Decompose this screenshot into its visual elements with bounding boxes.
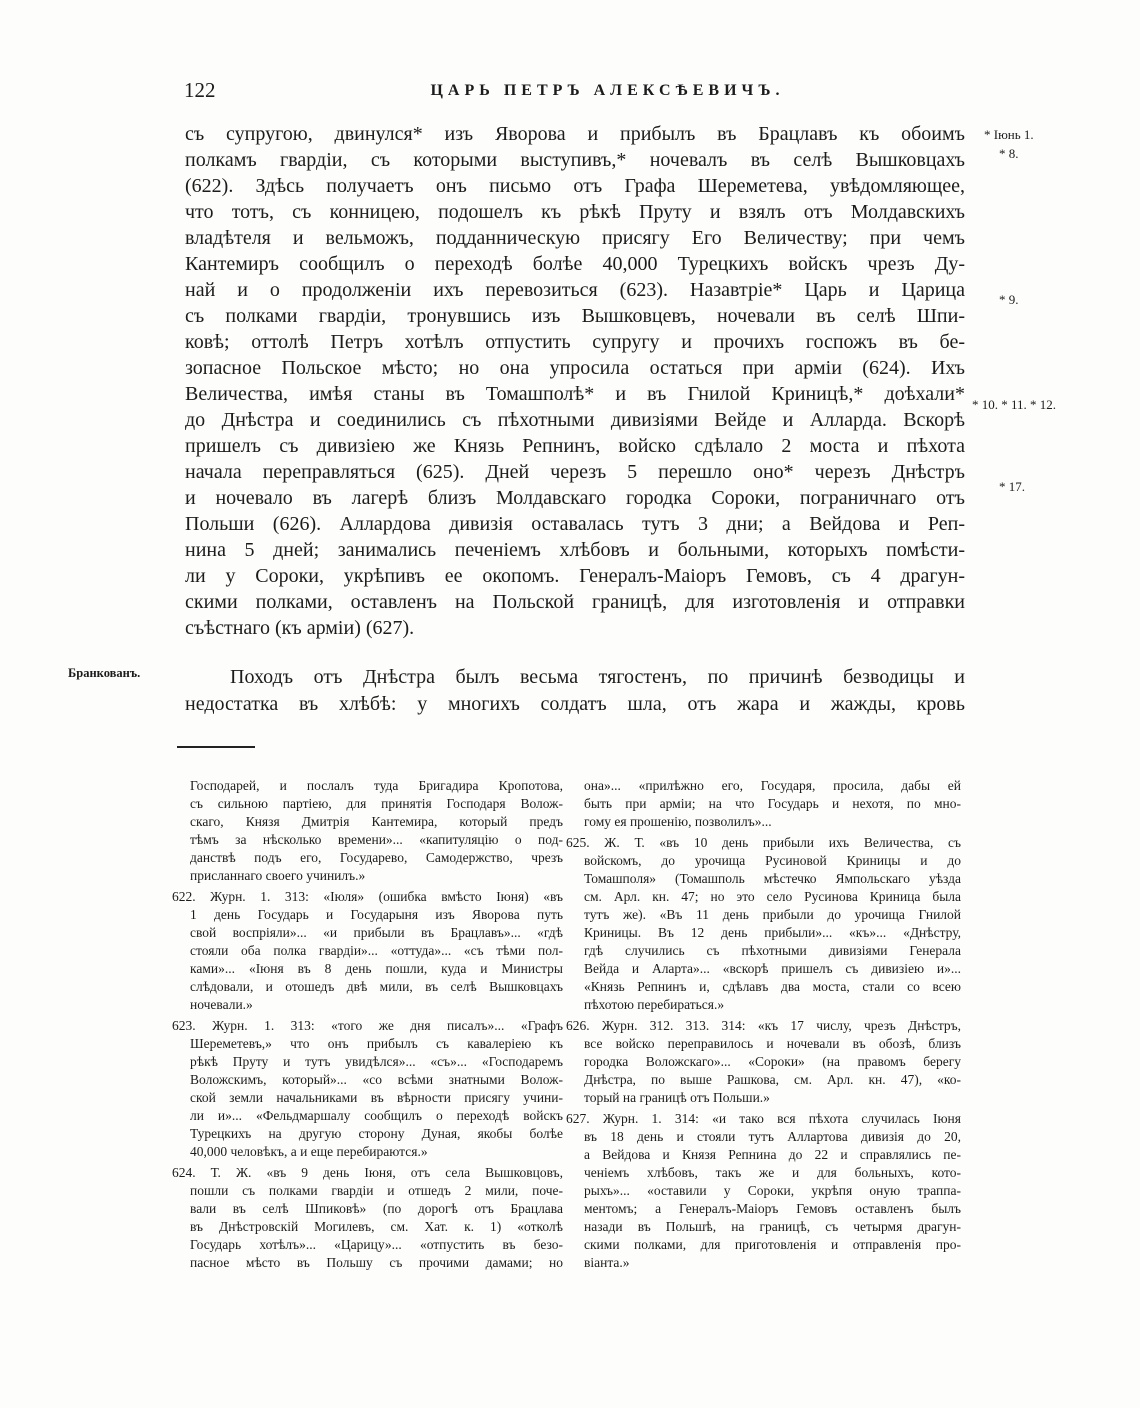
footnote-line: Вейда и Аларта»... «вскорѣ пришелъ съ дивизіею и»... bbox=[584, 961, 961, 976]
footnote-line: Господарей, и послалъ туда Бригадира Кропотова, bbox=[190, 778, 563, 793]
footnote-line: 626. Журн. 312. 313. 314: «къ 17 числу, чрезъ Днѣстръ, bbox=[566, 1018, 961, 1033]
footnote-line: ской земли начальниками въ вѣрности присягу учини- bbox=[190, 1090, 563, 1105]
text-line: пришелъ съ дивизіею же Князь Репнинъ, войско сдѣлало 2 моста и пѣхота bbox=[185, 435, 965, 457]
footnote-line: Криницы. Въ 12 день прибыли»... «къ»... «Днѣстру, bbox=[584, 925, 961, 940]
footnote-line: 623. Журн. 1. 313: «того же дня писалъ»... «Графъ bbox=[172, 1018, 563, 1033]
text-line: Польши (626). Аллардова дивизія оставалась тутъ 3 дни; а Вейдова и Реп- bbox=[185, 513, 965, 535]
footnote bbox=[172, 888, 563, 1014]
footnote-line: 40,000 человѣкъ, а и еще перебираются.» bbox=[190, 1144, 428, 1159]
footnote-line: быть при арміи; на что Государь и нехотя, по мно- bbox=[584, 796, 961, 811]
footnote-line: данствѣ подъ его, Государево, Самодержство, чрезъ bbox=[190, 850, 563, 865]
footnote-line: Государь хотѣлъ»... «Царицу»... «отпустить въ безо- bbox=[190, 1237, 563, 1252]
footnote bbox=[566, 777, 961, 831]
footnote-line: съ сильною партіею, для принятія Господаря Волож- bbox=[190, 796, 563, 811]
text-line: недостатка въ хлѣбѣ: у многихъ солдатъ шла, отъ жара и жажды, кровь bbox=[185, 693, 965, 715]
footnote-line: тутъ же). «Въ 11 день прибыли до урочища Гнилой bbox=[584, 907, 961, 922]
footnote-column-right bbox=[566, 777, 961, 1275]
text-line: что тотъ, съ конницею, подошелъ къ рѣкѣ Пруту и взялъ отъ Молдавскихъ bbox=[185, 201, 965, 223]
text-line: Походъ отъ Днѣстра былъ весьма тягостенъ, по причинѣ безводицы и bbox=[230, 666, 965, 688]
text-line: полкамъ гвардіи, съ которыми выступивъ,* ночевалъ въ селѣ Вышковцахъ bbox=[185, 149, 965, 171]
footnote-line: присланнаго своего учинилъ.» bbox=[190, 868, 366, 883]
footnote-line: 624. Т. Ж. «въ 9 день Іюня, отъ села Вышковцовъ, bbox=[172, 1165, 563, 1180]
footnote-line: въ 18 день и стояли тутъ Аллартова дивизія до 20, bbox=[584, 1129, 961, 1144]
footnote-line: пошли съ полками гвардіи и отшедъ 2 мили, поче- bbox=[190, 1183, 563, 1198]
text-line: съѣстнаго (къ арміи) (627). bbox=[185, 617, 415, 639]
footnote-line: 1 день Государь и Государыня изъ Яворова путь bbox=[190, 907, 563, 922]
text-line: скими полками, оставленъ на Польской границѣ, для изготовленія и отправки bbox=[185, 591, 965, 613]
text-line: ковѣ; оттолѣ Петръ хотѣлъ отпустить супругу и прочихъ госпожъ въ бе- bbox=[185, 331, 965, 353]
footnote-line: 622. Журн. 1. 313: «Іюля» (ошибка вмѣсто Іюня) «въ bbox=[172, 889, 563, 904]
footnote-line: Шереметевъ,» что онъ прибылъ съ кавалеріею къ bbox=[190, 1036, 563, 1051]
text-line: владѣтеля и вельможъ, подданническую присягу Его Величеству; при чемъ bbox=[185, 227, 965, 249]
page-number: 122 bbox=[184, 78, 216, 102]
margin-date-note: * 10. * 11. * 12. bbox=[972, 397, 1057, 412]
margin-date-note: * 9. bbox=[999, 292, 1019, 307]
text-line: най и о продолженіи ихъ перевозиться (623). Назавтріе* Царь и Царица bbox=[185, 279, 965, 301]
text-line: и ночевало въ лагерѣ близъ Молдавскаго городка Сороки, пограничнаго отъ bbox=[185, 487, 965, 509]
footnote-line: войскомъ, до урочища Русиновой Криницы и до bbox=[584, 853, 961, 868]
footnote-line: рыхъ»... «оставили у Сороки, укрѣпя оную траппа- bbox=[584, 1183, 961, 1198]
footnote-line: гдѣ случились съ пѣхотными дивизіями Генерала bbox=[584, 943, 961, 958]
footnote-line: рѣкѣ Пруту и тутъ увидѣлся»... «съ»... «Господаремъ bbox=[190, 1054, 563, 1069]
running-title: ЦАРЬ ПЕТРЪ АЛЕКСѢЕВИЧЪ. bbox=[430, 82, 785, 99]
footnote-line: пасное мѣсто въ Польшу съ прочими дамами; но bbox=[190, 1255, 563, 1270]
footnote-column-left bbox=[172, 777, 563, 1275]
footnote-separator bbox=[177, 746, 255, 748]
footnote-line: она»... «прилѣжно его, Государя, просила, дабы ей bbox=[584, 778, 961, 793]
text-line: (622). Здѣсь получаетъ онъ письмо отъ Графа Шереметева, увѣдомляющее, bbox=[185, 175, 965, 197]
text-line: ли у Сороки, укрѣпивъ ее окопомъ. Генералъ-Маіоръ Гемовъ, съ 4 драгун- bbox=[185, 565, 965, 587]
footnote-line: 625. Ж. Т. «въ 10 день прибыли ихъ Величества, съ bbox=[566, 835, 961, 850]
paragraph bbox=[185, 121, 965, 641]
footnote-line: Воложскимъ, который»... «со всѣми знатными Волож- bbox=[190, 1072, 563, 1087]
footnote bbox=[172, 1017, 563, 1161]
footnote-line: въ Днѣстровскій Могилевъ, см. Хат. к. 1) «отколѣ bbox=[190, 1219, 563, 1234]
footnote bbox=[172, 777, 563, 885]
margin-date-note: * 17. bbox=[999, 479, 1025, 494]
footnote-line: «Князь Репнинъ и, сдѣлавъ два моста, стали со всею bbox=[584, 979, 961, 994]
footnote-line: гому ея прошенію, позволилъ»... bbox=[584, 814, 772, 829]
margin-side-heading: Бранкованъ. bbox=[68, 666, 141, 680]
footnote-line: Томашполя» (Томашполь мѣстечко Ямпольскаго уѣзда bbox=[584, 871, 961, 886]
footnote-line: свой воспріяли»... «и прибыли въ Брацлавъ»... «гдѣ bbox=[190, 925, 563, 940]
footnote-line: все войско переправилось и ночевали въ обозѣ, близъ bbox=[584, 1036, 961, 1051]
footnote-line: ками»... «Іюня въ 8 день пошли, куда и Министры bbox=[190, 961, 563, 976]
text-line: зопасное Польское мѣсто; но она упросила остаться при арміи (624). Ихъ bbox=[185, 357, 965, 379]
footnote-line: 627. Журн. 1. 314: «и тако вся пѣхота случилась Іюня bbox=[566, 1111, 961, 1126]
footnote-line: ментомъ; а Генералъ-Маіоръ Гемовъ оставленъ былъ bbox=[584, 1201, 961, 1216]
footnote-line: Днѣстра, по выше Рашкова, см. Арл. кн. 47), «ко- bbox=[584, 1072, 961, 1087]
text-line: нина 5 дней; занимались печеніемъ хлѣбовъ и больными, которыхъ помѣсти- bbox=[185, 539, 965, 561]
footnote-line: скими полками, для приготовленія и отправленія про- bbox=[584, 1237, 961, 1252]
text-line: начала переправляться (625). Дней черезъ 5 перешло оно* черезъ Днѣстръ bbox=[185, 461, 965, 483]
footnote-line: скаго, Князя Дмитрія Кантемира, который предъ bbox=[190, 814, 563, 829]
footnote bbox=[566, 834, 961, 1014]
footnote bbox=[566, 1017, 961, 1107]
footnote bbox=[172, 1164, 563, 1272]
text-line: съ полками гвардіи, тронувшись изъ Вышковцевъ, ночевали въ селѣ Шпи- bbox=[185, 305, 965, 327]
text-line: до Днѣстра и соединились съ пѣхотными дивизіями Вейде и Алларда. Вскорѣ bbox=[185, 409, 965, 431]
footnote-line: віанта.» bbox=[584, 1255, 630, 1270]
footnote-line: см. Арл. кн. 47; но это село Русинова Криница была bbox=[584, 889, 961, 904]
margin-date-note: * Іюнь 1. bbox=[984, 127, 1034, 142]
footnote-line: Турецкихъ на другую сторону Дуная, якобы болѣе bbox=[190, 1126, 563, 1141]
body-text bbox=[185, 121, 965, 718]
footnote-line: тѣмъ за нѣсколько времени»... «капитуляцію о под- bbox=[190, 832, 563, 847]
footnote-line: пѣхотою перебираться.» bbox=[584, 997, 725, 1012]
text-line: Величества, имѣя станы въ Томашполѣ* и въ Гнилой Криницѣ,* доѣхали* bbox=[185, 383, 965, 405]
paragraph bbox=[185, 664, 965, 718]
footnote-line: торый на границѣ отъ Польши.» bbox=[584, 1090, 770, 1105]
footnote-line: городка Воложскаго»... «Сороки» (на правомъ берегу bbox=[584, 1054, 961, 1069]
footnote bbox=[566, 1110, 961, 1272]
margin-date-note: * 8. bbox=[999, 146, 1019, 161]
text-line: Кантемиръ сообщилъ о переходѣ болѣе 40,000 Турецкихъ войскъ чрезъ Ду- bbox=[185, 253, 965, 275]
footnote-line: стояли оба полка гвардіи»... «оттуда»... «съ тѣми пол- bbox=[190, 943, 563, 958]
footnote-line: а Вейдова и Князя Репнина до 22 и справлялись пе- bbox=[584, 1147, 961, 1162]
footnote-line: назади въ Польшѣ, на границѣ, съ четырмя драгун- bbox=[584, 1219, 961, 1234]
footnote-line: ли и»... «Фельдмаршалу сообщилъ о переходѣ войскъ bbox=[190, 1108, 563, 1123]
footnote-line: слѣдовали, и отошедъ двѣ мили, въ селѣ Вышковцахъ bbox=[190, 979, 563, 994]
footnote-line: ченіемъ хлѣбовъ, такъ же и для больныхъ, кото- bbox=[584, 1165, 961, 1180]
footnote-line: вали въ селѣ Шпиковѣ» (по дорогѣ отъ Брацлава bbox=[190, 1201, 563, 1216]
text-line: съ супругою, двинулся* изъ Яворова и прибылъ въ Брацлавъ къ обоимъ bbox=[185, 123, 965, 145]
footnote-line: ночевали.» bbox=[190, 997, 253, 1012]
